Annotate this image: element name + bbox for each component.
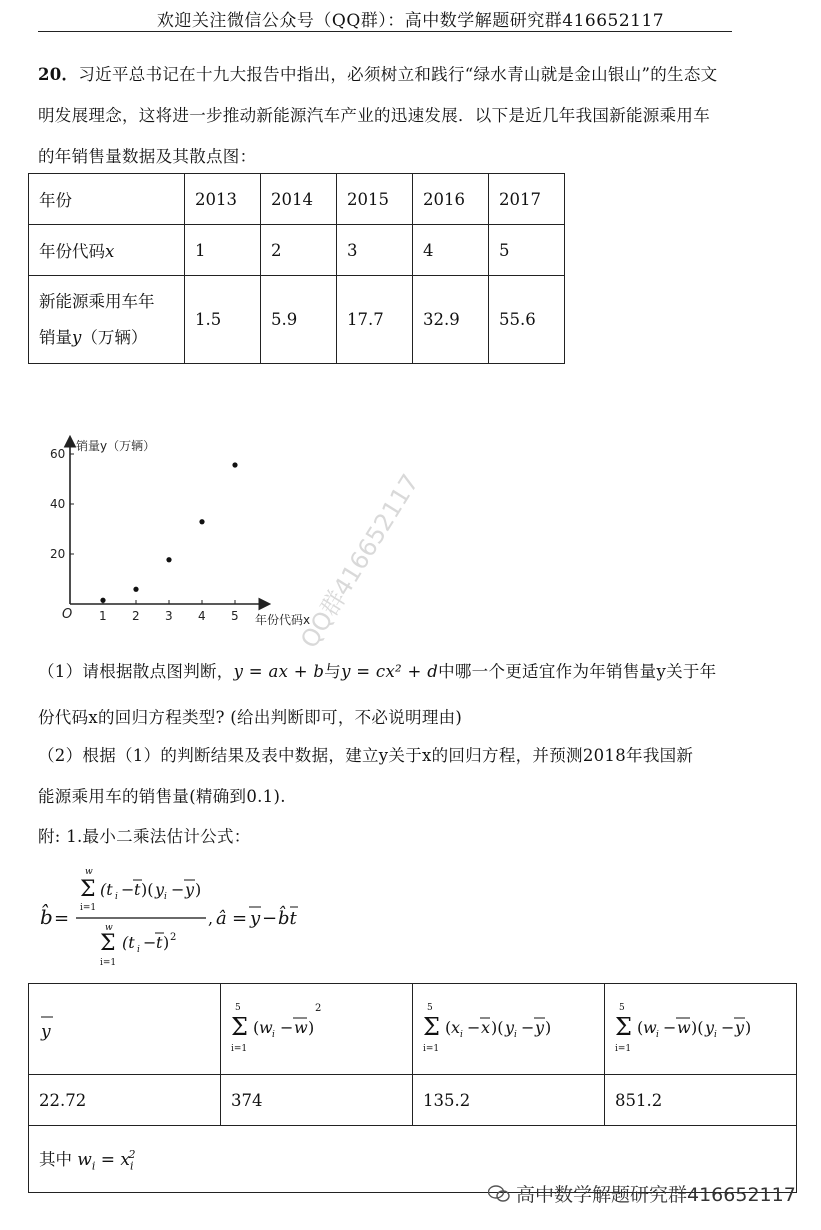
svg-text:i: i: [714, 1030, 717, 1040]
table-cell: 17.7: [337, 276, 413, 364]
y-tick-label: 40: [50, 497, 66, 511]
svg-text:−: −: [721, 1018, 735, 1037]
svg-text:t: t: [156, 933, 163, 952]
table-cell: 851.2: [605, 1075, 797, 1126]
appendix-title: 附: 1.最小二乘法估计公式：: [38, 827, 251, 846]
header-divider: [38, 31, 732, 32]
scatter-point: [100, 598, 105, 603]
x-tick-label: 4: [198, 609, 206, 623]
svg-text:w: w: [85, 867, 93, 877]
svg-text:(t: (t: [122, 933, 135, 952]
wechat-icon: [488, 1185, 510, 1203]
header-y-mean: [29, 984, 221, 1075]
svg-text:=: =: [54, 908, 70, 929]
svg-text:5: 5: [427, 1003, 433, 1013]
question-1-line-2: 份代码x的回归方程类型? (给出判断即可，不必说明理由): [38, 708, 463, 727]
svg-text:y: y: [41, 1022, 51, 1042]
svg-text:−: −: [171, 880, 185, 899]
svg-text:): ): [308, 1018, 315, 1037]
table-values-row: [29, 1075, 797, 1126]
table-cell: 2017: [489, 174, 565, 225]
svg-text:(: (: [253, 1018, 260, 1037]
svg-text:i: i: [115, 892, 118, 902]
table-cell: 22.72: [29, 1075, 221, 1126]
least-squares-formula: [38, 860, 338, 972]
svg-text:−: −: [121, 880, 135, 899]
svg-text:i=1: i=1: [615, 1044, 632, 1054]
svg-text:y: y: [185, 880, 195, 899]
svg-text:2: 2: [315, 1003, 322, 1014]
svg-text:i: i: [514, 1030, 517, 1040]
table-cell: 2016: [413, 174, 489, 225]
table-cell: 374: [221, 1075, 413, 1126]
svg-text:i=1: i=1: [100, 958, 117, 968]
footer-watermark: 高中数学解题研究群416652117: [488, 1180, 796, 1207]
svg-text:Σ: Σ: [100, 931, 116, 956]
svg-text:,: ,: [208, 909, 214, 928]
svg-text:=: =: [232, 908, 248, 929]
scatter-plot: [40, 430, 340, 630]
svg-text:â: â: [216, 908, 227, 929]
y-tick-label: 20: [50, 547, 66, 561]
scatter-point: [166, 557, 171, 562]
x-tick-label: 5: [231, 609, 239, 623]
row-label-sales: 新能源乘用车年 销量y（万辆）: [29, 276, 185, 364]
svg-text:): ): [163, 933, 170, 952]
header-sum-w-squared: [221, 984, 413, 1075]
svg-text:Σ: Σ: [231, 1013, 248, 1041]
question-2-line-1: （2）根据（1）的判断结果及表中数据，建立y关于x的回归方程，并预测2018年我国新: [38, 746, 694, 765]
svg-text:i: i: [272, 1030, 275, 1040]
svg-text:x: x: [451, 1018, 461, 1037]
statistics-table: [28, 983, 797, 1193]
svg-text:w: w: [259, 1018, 273, 1037]
origin-label: O: [62, 607, 73, 622]
row-label-year: 年份: [29, 174, 185, 225]
svg-text:−: −: [280, 1018, 294, 1037]
intro-line-3: 的年销售量数据及其散点图：: [38, 147, 257, 166]
svg-text:t: t: [134, 880, 141, 899]
svg-text:y: y: [505, 1018, 515, 1037]
table-cell: 135.2: [413, 1075, 605, 1126]
table-cell: 55.6: [489, 276, 565, 364]
svg-text:y: y: [735, 1018, 745, 1037]
table-row-code: [29, 225, 565, 276]
table-cell: 2: [261, 225, 337, 276]
svg-text:Σ: Σ: [615, 1013, 632, 1041]
svg-text:w: w: [105, 923, 113, 933]
question-2: [38, 735, 738, 817]
scatter-point: [133, 587, 138, 592]
svg-text:−: −: [262, 908, 278, 929]
svg-text:Σ: Σ: [80, 877, 96, 902]
svg-text:w: w: [643, 1018, 657, 1037]
svg-text:(t: (t: [100, 880, 113, 899]
svg-text:Σ: Σ: [423, 1013, 440, 1041]
table-cell: 3: [337, 225, 413, 276]
svg-text:i=1: i=1: [423, 1044, 440, 1054]
x-tick-label: 3: [165, 609, 173, 623]
svg-text:): ): [195, 880, 202, 899]
intro-line-2: 明发展理念，这将进一步推动新能源汽车产业的迅速发展．以下是近几年我国新能源乘用车: [38, 106, 710, 125]
table-row-sales: [29, 276, 565, 364]
header-sum-wy: [605, 984, 797, 1075]
svg-text:2: 2: [170, 932, 177, 943]
x-tick-label: 1: [99, 609, 107, 623]
svg-text:)(: )(: [141, 880, 154, 899]
y-axis-label: 销量y（万辆）: [76, 439, 156, 453]
table-cell: 5: [489, 225, 565, 276]
svg-text:w: w: [294, 1018, 308, 1037]
page-header: 欢迎关注微信公众号（QQ群）：高中数学解题研究群416652117: [156, 11, 665, 31]
scatter-point: [232, 462, 237, 467]
svg-text:b̂t: b̂t: [278, 908, 297, 929]
svg-text:−: −: [663, 1018, 677, 1037]
svg-text:i: i: [656, 1030, 659, 1040]
svg-text:y: y: [535, 1018, 545, 1037]
svg-text:(: (: [445, 1018, 452, 1037]
svg-text:i: i: [164, 892, 167, 902]
question-1: （1）请根据散点图判断，y = ax + b与y = cx² + d中哪一个更适宜作为年销售量y关于年 份代码x的回归方程类型? (给出判断即可，不必说明理由): [38, 651, 738, 738]
table-cell: 5.9: [261, 276, 337, 364]
svg-text:(: (: [637, 1018, 644, 1037]
table-row-year: [29, 174, 565, 225]
scatter-point: [199, 519, 204, 524]
svg-text:i=1: i=1: [80, 903, 97, 913]
svg-text:y: y: [250, 908, 261, 929]
row-label-code: 年份代码x: [29, 225, 185, 276]
table-cell: 4: [413, 225, 489, 276]
svg-text:−: −: [467, 1018, 481, 1037]
svg-text:5: 5: [619, 1003, 625, 1013]
svg-text:i=1: i=1: [231, 1044, 248, 1054]
svg-text:−: −: [521, 1018, 535, 1037]
question-2-line-2: 能源乘用车的销售量(精确到0.1).: [38, 787, 286, 806]
svg-text:−: −: [143, 933, 157, 952]
sales-data-table: [28, 173, 565, 364]
equation-quadratic: y = cx² + d: [341, 662, 439, 681]
x-axis-label: 年份代码x: [255, 613, 311, 627]
x-tick-label: 2: [132, 609, 140, 623]
table-cell: 1: [185, 225, 261, 276]
svg-text:y: y: [155, 880, 165, 899]
table-header-row: [29, 984, 797, 1075]
equation-linear: y = ax + b: [233, 662, 325, 681]
svg-text:w: w: [677, 1018, 691, 1037]
svg-text:x: x: [481, 1018, 491, 1037]
svg-text:5: 5: [235, 1003, 241, 1013]
header-sum-xy: [413, 984, 605, 1075]
table-cell: 2013: [185, 174, 261, 225]
svg-text:b̂: b̂: [40, 905, 53, 929]
table-cell: 2014: [261, 174, 337, 225]
svg-text:i: i: [460, 1030, 463, 1040]
note-cell: 其中 $w_i = x_i^2$: [29, 1126, 797, 1193]
svg-text:)(: )(: [691, 1018, 704, 1037]
problem-number: 20．: [38, 65, 79, 84]
y-tick-label: 60: [50, 447, 66, 461]
problem-intro: [38, 54, 738, 177]
svg-text:i: i: [137, 945, 140, 955]
svg-text:): ): [745, 1018, 752, 1037]
table-cell: 2015: [337, 174, 413, 225]
table-cell: 32.9: [413, 276, 489, 364]
svg-text:): ): [545, 1018, 552, 1037]
intro-line-1: 习近平总书记在十九大报告中指出，必须树立和践行“绿水青山就是金山银山”的生态文: [78, 65, 718, 84]
watermark: QQ群416652117: [295, 469, 425, 654]
svg-text:)(: )(: [491, 1018, 504, 1037]
svg-text:y: y: [705, 1018, 715, 1037]
table-cell: 1.5: [185, 276, 261, 364]
